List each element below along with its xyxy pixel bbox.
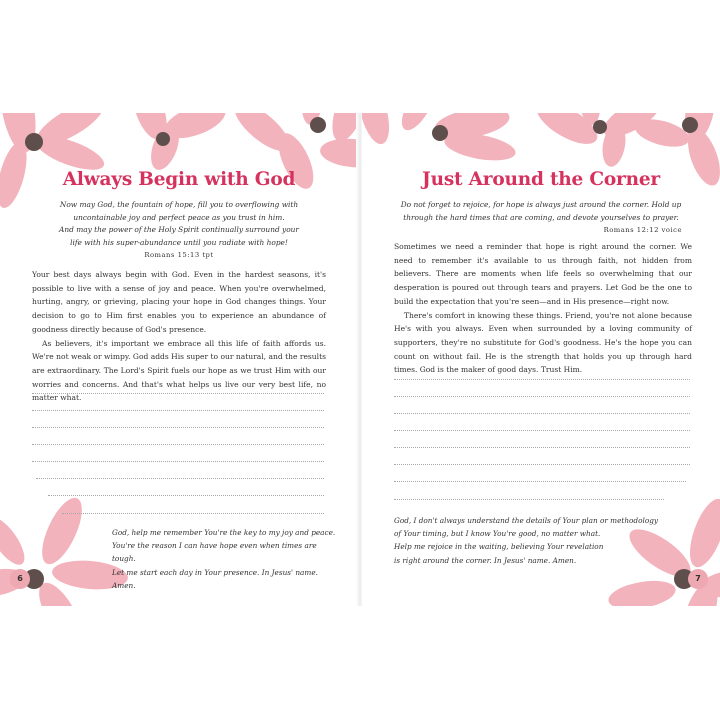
journal-line[interactable] [32,461,324,462]
scripture-verse [382,199,700,237]
scripture-verse [30,199,328,262]
journal-line[interactable] [32,427,324,428]
verse-reference: Romans 15:13 tpt [144,251,214,260]
verse-line: through the hard times that are coming, and devote yourselves to prayer. [403,212,679,222]
journal-line[interactable] [394,396,690,397]
page-title: Always Begin with God [62,169,296,190]
paragraph: Your best days always begin with God. Even in the hardest seasons, it's possible to live with a sense of joy and peace. When you're overwhelmed, hurting, angry, or grieving, placing your hope in God changes things. Your decision to go to Him first enables you to experience an abundance of goodness directly because of God's presence. [32,270,326,334]
page-number: 6 [17,574,23,583]
verse-line: And may the power of the Holy Spirit continually surround your [59,225,299,235]
verse-line: Do not forget to rejoice, for hope is always just around the corner. Hold up [400,200,682,209]
prayer-line: Let me start each day in Your presence. In Jesus' name. Amen. [112,567,318,590]
journal-line[interactable] [32,393,324,394]
prayer-line: God, help me remember You're the key to my joy and peace. [112,528,336,537]
verse-reference: Romans 12:12 voice [603,226,682,235]
journal-line[interactable] [394,430,690,431]
prayer-line: You're the reason I can have hope even when times are tough. [112,541,317,564]
book-spread [0,113,720,606]
verse-line: Now may God, the fountain of hope, fill you to overflowing with [59,200,299,209]
verse-line: life with his super-abundance until you radiate with hope! [70,237,288,247]
devotional-text [32,268,326,405]
paragraph: As believers, it's important we embrace all this life of faith affords us. We're not weak or wimpy. God adds His super to our natural, and the results are extraordinary. The Lord's Spirit fuels our hope as we trust Him with our worries and concerns. And that's what helps us live our very best life, no matter what. [32,338,326,403]
paragraph: There's comfort in knowing these things. Friend, you're not alone because He's with you always. Even when surrounded by a loving community of supporters, they're no substitute for God's goodness. He's the hope you can count on without fail. He is the strength that holds you up through hard times. God is the maker of good days. Trust Him. [394,310,692,375]
verse-line: uncontainable joy and perfect peace as you trust in him. [73,212,285,222]
prayer-line: God, I don't always understand the details of Your plan or methodology [394,516,659,525]
right-page [362,113,720,606]
journal-line[interactable] [36,478,324,479]
prayer [112,526,342,592]
prayer-line: is right around the corner. In Jesus' name. Amen. [394,555,577,565]
journal-line[interactable] [394,464,690,465]
devotional-text [394,240,692,377]
prayer-line: Help me rejoice in the waiting, believing Your revelation [394,542,604,552]
journal-line[interactable] [32,410,324,411]
journal-line[interactable] [394,447,690,448]
journal-line[interactable] [394,413,690,414]
paragraph: Sometimes we need a reminder that hope is right around the corner. We need to remember it's available to us through faith, not hidden from believers. There are moments when life feels so overwhelming that our desperation is poured out through tears and prayers. Let God be the one to build the expectation that you're seen—and in His presence—right now. [394,242,692,306]
prayer-line: of Your timing, but I know You're good, no matter what. [394,529,601,539]
journal-line[interactable] [394,379,690,380]
left-page [0,113,358,606]
page-number: 7 [695,574,701,583]
journal-line[interactable] [394,499,664,500]
journal-line[interactable] [32,444,324,445]
page-title: Just Around the Corner [422,169,660,190]
journal-line[interactable] [62,513,324,514]
journal-line[interactable] [48,495,324,496]
journal-line[interactable] [394,481,686,482]
prayer [394,514,664,567]
